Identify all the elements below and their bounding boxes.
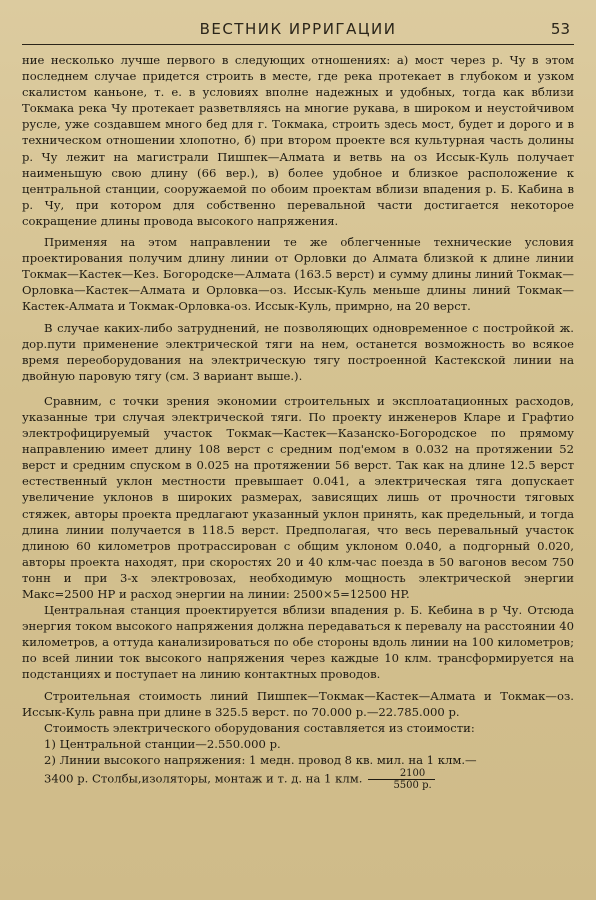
cost-item-1: 1) Центральной станции—2.550.000 р. <box>44 736 281 751</box>
paragraph-4: Сравним, с точки зрения экономии строительных и эксплоатационных расходов, указанные три случая электрической тяги. По проекту инженеров Кларе и Графтио электрофицируемый участок Токмак—Кастек—Казанско-Богородское по прямому направлению имеет длину 108 верст с средним под'емом в 0.032 на протяжении 52 верст и средним спуском в 0.025 на протяжении 56 верст. Так как на длине 12.5 верст естественный уклон местности превышает 0.041, а электрическая тяга допускает увеличение уклонов в широких размерах, зависящих лишь от прочности тяговых стяжек, авторы проекта предлагают указанный уклон принять, как предельный, и тогда длина линии получается в 118.5 верст. Предполагая, что весь перевальный участок длиною 60 километров протрассирован с общим уклоном 0.040, а подгорный 0.020, авторы проекта находят, при скоростях 20 и 40 клм-час поезда в 50 вагонов весом 750 тонн и при 3-х электровозах, необходимую мощность электрической энергии Макс=2500 HP и расход энергии на линии: 2500×5=12500 HP. <box>22 393 574 601</box>
continuation-text: 3400 р. Столбы,изоляторы, монтаж и т. д. на 1 клм. <box>44 771 363 786</box>
cost-fraction <box>368 768 434 791</box>
cost-intro: Стоимость электрического оборудования составляется из стоимости: <box>44 720 475 735</box>
page-header <box>22 18 574 44</box>
paragraph-3: В случае каких-либо затруднений, не позволяющих одновременное с постройкой ж. дор.пути применение электрической тяги на нем, останется возможность во всякое время переоборудования на электрическую тягу построенной Кастекской линии на двойную паровую тягу (см. 3 вариант выше.). <box>22 320 574 383</box>
running-title: ВЕСТНИК ИРРИГАЦИИ <box>199 20 397 38</box>
paragraph-5: Центральная станция проектируется вблизи впадения р. Б. Кебина в р Чу. Отсюда энергия током высокого напряжения должна передаваться к перевалу на расстоянии 40 километров, а оттуда канализироваться по обе стороны вдоль линии на 100 километров; по всей линии ток высокого напряжения через каждые 10 клм. трансформируется на подстанциях и поступает на линию контактных проводов. <box>22 603 574 682</box>
page-number: 53 <box>550 20 570 38</box>
header-rule <box>22 44 574 45</box>
article-body <box>22 52 574 791</box>
cost-item-2-continuation <box>22 768 574 791</box>
fraction-denominator: 5500 р. <box>393 780 432 792</box>
paragraph-2: Применяя на этом направлении те же облегченные технические условия проектирования получим длину линии от Орловки до Алмата близкой к длине линии Токмак—Кастек—Кез. Богородске—Алмата (163.5 верст) и сумму длины линий Токмак—Орловка—Кастек—Алмата и Орловка—оз. Иссык-Куль меньше длины линий Токмак—Кастек-Алмата и Токмак-Орловка-оз. Иссык-Куль, примрно, на 20 верст. <box>22 235 574 314</box>
fraction-numerator: 2100 <box>368 768 434 780</box>
cost-item-2: 2) Линии высокого напряжения: 1 медн. провод 8 кв. мил. на 1 клм.— <box>44 752 477 767</box>
paragraph-6: Строительная стоимость линий Пишпек—Токмак—Кастек—Алмата и Токмак—оз. Иссык-Куль равна при длине в 325.5 верст. по 70.000 р.—22.785.000 р. <box>22 688 574 719</box>
paragraph-1: ние несколько лучше первого в следующих отношениях: а) мост через р. Чу в этом последнем случае придется строить в месте, где река протекает в глубоком и узком скалистом каньоне, т. е. в условиях вполне надежных и удобных, тогда как вблизи Токмака река Чу протекает разветвляясь на многие рукава, в широком и неустойчивом русле, уже создавшем много бед для г. Токмака, строить здесь мост, будет и дорого и в техническом отношении хлопотно, б) при втором проекте вся культурная часть долины р. Чу лежит на магистрали Пишпек—Алмата и ветвь на оз Иссык-Куль получает наименьшую свою длину (66 вер.), в) более удобное и близкое расположение к центральной станции, сооружаемой по обоим проектам вблизи впадения р. Б. Кабина в р. Чу, при котором для собственно перевальной части достигается некоторое сокращение длины провода высокого напряжения. <box>22 53 574 228</box>
